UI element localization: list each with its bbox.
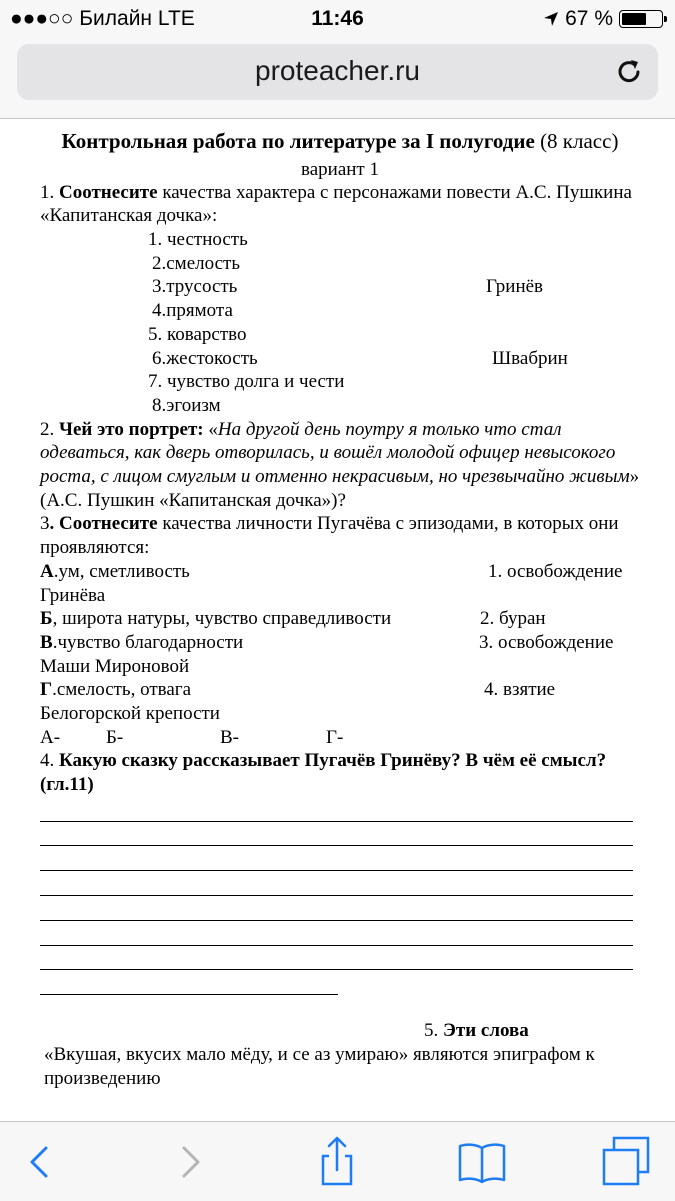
tabs-icon[interactable] [598,1134,654,1190]
battery-icon [619,10,663,28]
browser-toolbar [0,1121,675,1201]
question-5: «Вкушая, вкусих мало мёду, и се аз умираю» являются эпиграфом к произведению [44,1043,595,1089]
answer-slot: Б- [106,726,124,748]
trait-item: 5. коварство [148,323,247,345]
back-icon[interactable] [12,1134,68,1190]
url-text[interactable]: proteacher.ru [255,55,420,86]
forward-icon[interactable] [162,1134,218,1190]
bookmarks-icon[interactable] [454,1134,510,1190]
character-grinev: Гринёв [486,276,544,298]
doc-title: Контрольная работа по литературе за I полугодие (8 класс) [61,129,619,153]
q3-row: Белогорской крепости [40,702,220,724]
status-bar [0,0,675,40]
answer-slot: Г- [326,726,344,748]
trait-item: 6.жестокость [152,347,258,369]
q3-row-g: Г.смелость, отвага 4. взятие [40,679,556,701]
location-arrow-icon [543,11,559,27]
q3-row-b: Б, широта натуры, чувство справедливости 2. буран [40,608,546,630]
address-bar[interactable] [17,44,658,100]
q1-row [40,394,640,418]
variant-label: вариант 1 [301,159,379,180]
answer-line [40,946,633,971]
trait-item: 7. чувство долга и чести [148,371,345,393]
answer-line [40,797,633,822]
q1-row [40,299,640,323]
q1-row [40,323,640,347]
q1-row [40,275,640,299]
question-3: 3. Соотнесите качества личности Пугачёва с эпизодами, в которых они проявляются: [40,513,619,559]
question-1: 1. Соотнесите качества характера с персонажами повести А.С. Пушкина «Капитанская дочка»: [40,181,632,227]
question-4: 4. Какую сказку рассказывает Пугачёв Гринёву? В чём её смысл? (гл.11) [40,750,607,796]
character-shvabrin: Швабрин [492,347,568,369]
q1-row [40,252,640,276]
trait-item: 3.трусость [152,276,238,298]
status-right [543,7,663,31]
answer-line [40,921,633,946]
trait-item: 1. честность [148,229,248,251]
browser-header [0,40,675,119]
reload-icon[interactable] [614,57,644,87]
battery-percent: 67 % [565,7,613,30]
clock: 11:46 [311,7,364,30]
answer-line [40,846,633,871]
document-body [40,128,640,1090]
answer-line [40,871,633,896]
q3-row: Маши Мироновой [40,655,190,677]
trait-item: 4.прямота [152,300,233,322]
carrier-signal: ●●●○○ Билайн LTE [10,7,195,30]
answer-line [40,822,633,847]
trait-item: 8.эгоизм [152,394,221,416]
answer-lines [40,797,633,995]
question-2: 2. Чей это портрет: «На другой день поутру я только что стал одеваться, как дверь отворилась, и вошёл молодой офицер невысокого роста, с лицом смуглым и отменно некрасивым, но чрезвычайно живым» (А.С. Пушкин «Капитанская дочка»)? [40,418,640,511]
q3-row-v: В.чувство благодарности 3. освобождение [40,631,614,653]
share-icon[interactable] [309,1134,365,1190]
q1-row [40,228,640,252]
answer-line [40,896,633,921]
answer-line [40,970,338,995]
answer-slot: В- [220,726,239,748]
q1-row [40,370,640,394]
question-5-heading: 5. Эти слова [424,1020,529,1042]
q3-answers [40,726,640,750]
answer-slot: А- [40,726,61,748]
q1-row [40,347,640,371]
q3-row: Гринёва [40,584,106,606]
q3-row-a: А.ум, сметливость 1. освобождение [40,560,623,582]
trait-item: 2.смелость [152,252,240,274]
